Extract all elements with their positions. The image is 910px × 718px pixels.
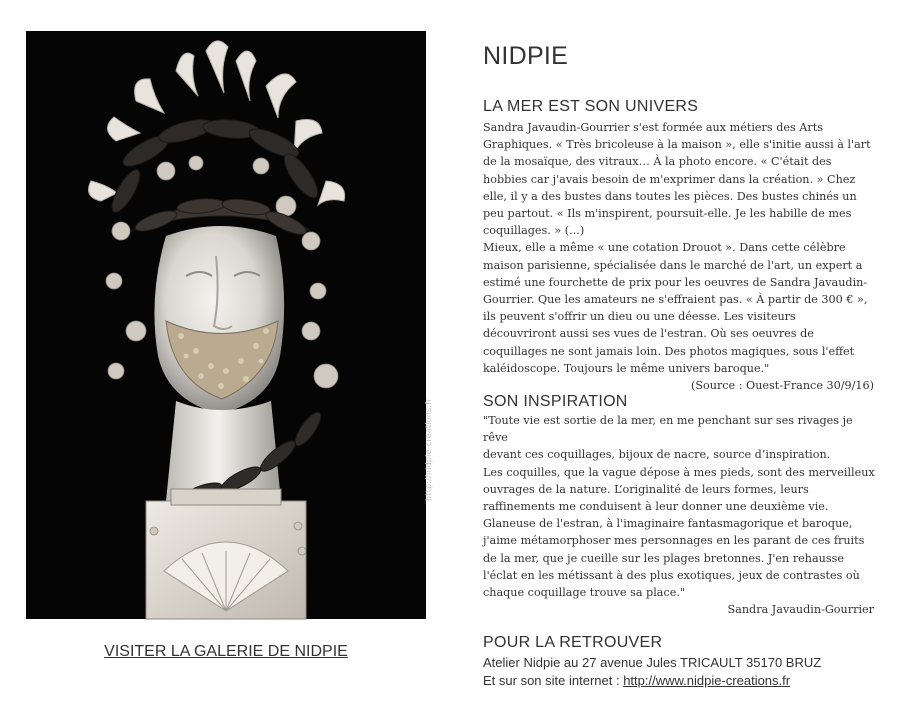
text-line: maison parisienne, spécialisée dans le marché de l'art, un expert a [483, 258, 863, 272]
text-line: l'éclat en les métissant à des plus exotiques, jeux de contrastes où [483, 568, 860, 582]
text-line: coquillages ne sont jamais loin. Des photos magiques, sous l'effet [483, 344, 855, 358]
sculpture-photo [26, 31, 433, 619]
text-line: coquillages. » (...) [483, 224, 585, 238]
text-line: devant ces coquillages, bijoux de nacre, source d’inspiration. [483, 448, 831, 462]
source-citation: (Source : Ouest-France 30/9/16) [690, 379, 874, 393]
text-line: Sandra Javaudin-Gourrier s'est formée aux métiers des Arts [483, 121, 823, 134]
text-line: de la mosaïque, des vitraux… À la photo encore. « C'était des [483, 155, 832, 169]
address-text: Atelier Nidpie au 27 avenue Jules TRICAULT 35170 BRUZ [483, 655, 822, 670]
bust-illustration [26, 31, 426, 619]
text-line: chaque coquillage trouve sa place." [483, 586, 686, 600]
section-body-univers [483, 119, 878, 394]
text-line: rêve [483, 431, 508, 445]
text-line: découvriront aussi ses vues de l'estran. Où ses oeuvres de [483, 327, 814, 341]
website-line [483, 672, 883, 690]
section-heading-inspiration: SON INSPIRATION [483, 393, 628, 410]
visit-gallery-link[interactable]: VISITER LA GALERIE DE NIDPIE [104, 643, 348, 660]
text-line: raffinements me conduisent à leur donner une deuxième vie. [483, 500, 829, 514]
text-line: Graphiques. « Très bricoleuse à la maison », elle s'initie aussi à l'art [483, 138, 871, 152]
text-line: ils peuvent s'offrir un dieu ou une déesse. Les visiteurs [483, 310, 796, 324]
text-line: kaléidoscope. Toujours le même univers baroque." [483, 361, 770, 375]
text-line: de la mer, que je cueille sur les plages bretonnes. J'en rehausse [483, 551, 844, 565]
page-title: NIDPIE [483, 42, 569, 70]
text-line: "Toute vie est sortie de la mer, en me penchant sur ses rivages je [483, 414, 853, 427]
text-line: elle, il y a des bustes dans toutes les pièces. Des bustes chinés un [483, 189, 857, 203]
text-line: j'aime métamorphoser mes personnages en les parant de ces fruits [483, 534, 865, 548]
signature: Sandra Javaudin-Gourrier [727, 603, 874, 617]
text-line: Gourrier. Que les amateurs ne s'effraient pas. « À partir de 300 € », [483, 293, 868, 307]
section-heading-univers: LA MER EST SON UNIVERS [483, 98, 699, 115]
section-heading-retrouver: POUR LA RETROUVER [483, 634, 663, 651]
website-link[interactable]: http://www.nidpie-creations.fr [623, 673, 791, 688]
text-line: peu partout. « Ils m'inspirent, poursuit-elle. Je les habille de mes [483, 207, 852, 221]
text-line: hobbies car j'avais besoin de m'exprimer dans la création. » Chez [483, 172, 856, 186]
website-prefix: Et sur son site internet : [483, 673, 624, 688]
text-line: Mieux, elle a même « une cotation Drouot ». Dans cette célèbre [483, 241, 846, 255]
text-line: ouvrages de la nature. L’originalité de leurs formes, leurs [483, 482, 809, 496]
section-body-inspiration [483, 412, 878, 618]
text-line: Glaneuse de l'estran, à l'imaginaire fantasmagorique et baroque, [483, 517, 853, 531]
text-line: Les coquilles, que la vague dépose à mes pieds, sont des merveilleux [483, 465, 875, 479]
photo-watermark: http://nidpie-creations.fr [424, 398, 433, 501]
text-line: estimé une fourchette de prix pour les oeuvres de Sandra Javaudin- [483, 275, 868, 289]
